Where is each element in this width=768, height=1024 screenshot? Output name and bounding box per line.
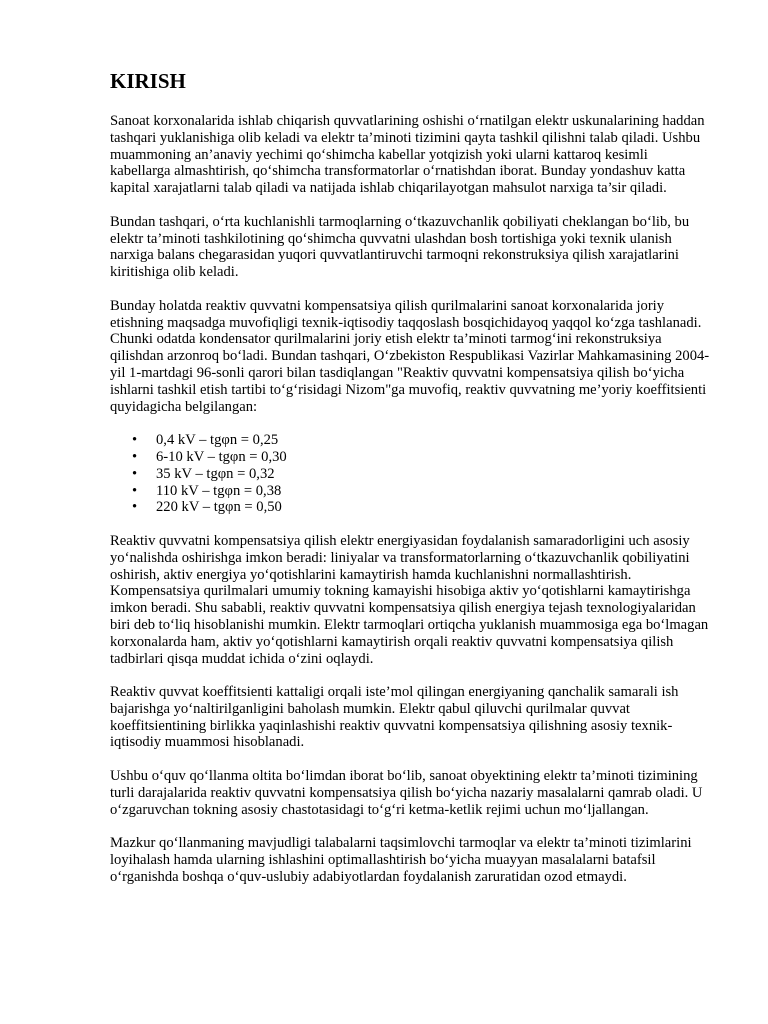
list-item: • 0,4 kV – tgφn = 0,25	[110, 432, 710, 449]
paragraph-1: Sanoat korxonalarida ishlab chiqarish quvvatlarining oshishi o‘rnatilgan elektr uskunalarining haddan tashqari yuklanishiga olib keladi va elektr ta’minoti tizimini qayta tashkil qilishni talab qiladi. Ushbu muammoning an’anaviy yechimi qo‘shimcha kabellar yotqizish yoki ularni kattaroq kesimli kabellarga almashtirish, qo‘shimcha transformatorlar o‘rnatishdan iborat. Bunday yondashuv katta kapital xarajatlarni talab qiladi va natijada ishlab chiqarilayotgan mahsulot narxiga ta’sir qiladi.	[110, 113, 705, 197]
paragraph-5: Reaktiv quvvat koeffitsienti kattaligi orqali iste’mol qilingan energiyaning qanchalik samarali ish bajarishga yo‘naltirilganligini baholash mumkin. Elektr qabul qiluvchi qurilmalar quvvat koeffitsientining birlikka yaqinlashishi reaktiv quvvatni kompensatsiya qilishning asosiy texnik-iqtisodiy muammosi hisoblanadi.	[110, 684, 679, 751]
list-item: • 220 kV – tgφn = 0,50	[110, 499, 710, 516]
paragraph-7: Mazkur qo‘llanmaning mavjudligi talabalarni taqsimlovchi tarmoqlar va elektr ta’minoti tizimlarini loyihalash hamda ularning ishlashini optimallashtirish bo‘yicha muayyan masalalarni batafsil o‘rganishda boshqa o‘quv-uslubiy adabiyotlardan foydalanish zaruratidan ozod etmaydi.	[110, 835, 692, 885]
paragraph-2: Bundan tashqari, o‘rta kuchlanishli tarmoqlarning o‘tkazuvchanlik qobiliyati cheklangan bo‘lib, bu elektr ta’minoti tashkilotining qo‘shimcha quvvatni ulashdan bosh tortishiga yoki texnik ulanish narxiga balans chegarasidan yuqori quvvatlantiruvchi tarmoqni rekonstruksiya qilish xarajatlarini kiritishiga olib keladi.	[110, 213, 690, 281]
list-item: • 35 kV – tgφn = 0,32	[110, 466, 710, 483]
paragraph-3: Bunday holatda reaktiv quvvatni kompensatsiya qilish qurilmalarini sanoat korxonalarida joriy etishning maqsadga muvofiqligi texnik-iqtisodiy taqqoslash bosqichidayoq yaqqol ko‘zga tashlanadi. Chunki odatda kondensator qurilmalarini joriy etish elektr ta’minoti tarmog‘ini rekonstruksiya qilishdan arzonroq bo‘ladi. Bundan tashqari, O‘zbekiston Respublikasi Vazirlar Mahkamasining 2004-yil 1-martdagi 96-sonli qarori bilan tasdiqlangan "Reaktiv quvvatni kompensatsiya qilish bo‘yicha ishlarni tashkil etish tartibi to‘g‘risidagi Nizom"ga muvofiq, reaktiv quvvatning me’yoriy koeffitsienti quyidagicha belgilangan:	[110, 297, 710, 415]
document-page	[110, 68, 710, 902]
paragraph-6: Ushbu o‘quv qo‘llanma oltita bo‘limdan iborat bo‘lib, sanoat obyektining elektr ta’minoti tizimining turli darajalarida reaktiv quvvatni kompensatsiya qilish bo‘yicha nazariy masalalarni qamrab oladi. U o‘zgaruvchan tokning asosiy chastotasidagi to‘g‘ri ketma-ketlik rejimi uchun mo‘ljallangan.	[110, 768, 703, 818]
list-item: • 110 kV – tgφn = 0,38	[110, 483, 710, 500]
paragraph-4: Reaktiv quvvatni kompensatsiya qilish elektr energiyasidan foydalanish samaradorligini uch asosiy yo‘nalishda oshirishga imkon beradi: liniyalar va transformatorlarning o‘tkazuvchanlik qobiliyatini oshirish, aktiv energiya yo‘qotishlarini kamaytirish hamda kuchlanishni normallashtirish. Kompensatsiya qurilmalari umumiy tokning kamayishi hisobiga aktiv yo‘qotishlarni kamaytirishga imkon beradi. Shu sababli, reaktiv quvvatni kompensatsiya qilish energiya tejash texnologiyalaridan biri deb to‘liq hisoblanishi mumkin. Elektr tarmoqlari ortiqcha yuklanish muammosiga ega bo‘lmagan korxonalarda ham, aktiv yo‘qotishlarni kamaytirish orqali reaktiv quvvatni kompensatsiya qilish tadbirlari qisqa muddat ichida o‘zini oqlaydi.	[110, 532, 709, 667]
page-title: KIRISH	[110, 69, 186, 93]
list-item: • 6-10 kV – tgφn = 0,30	[110, 449, 710, 466]
coefficient-list	[110, 432, 710, 516]
